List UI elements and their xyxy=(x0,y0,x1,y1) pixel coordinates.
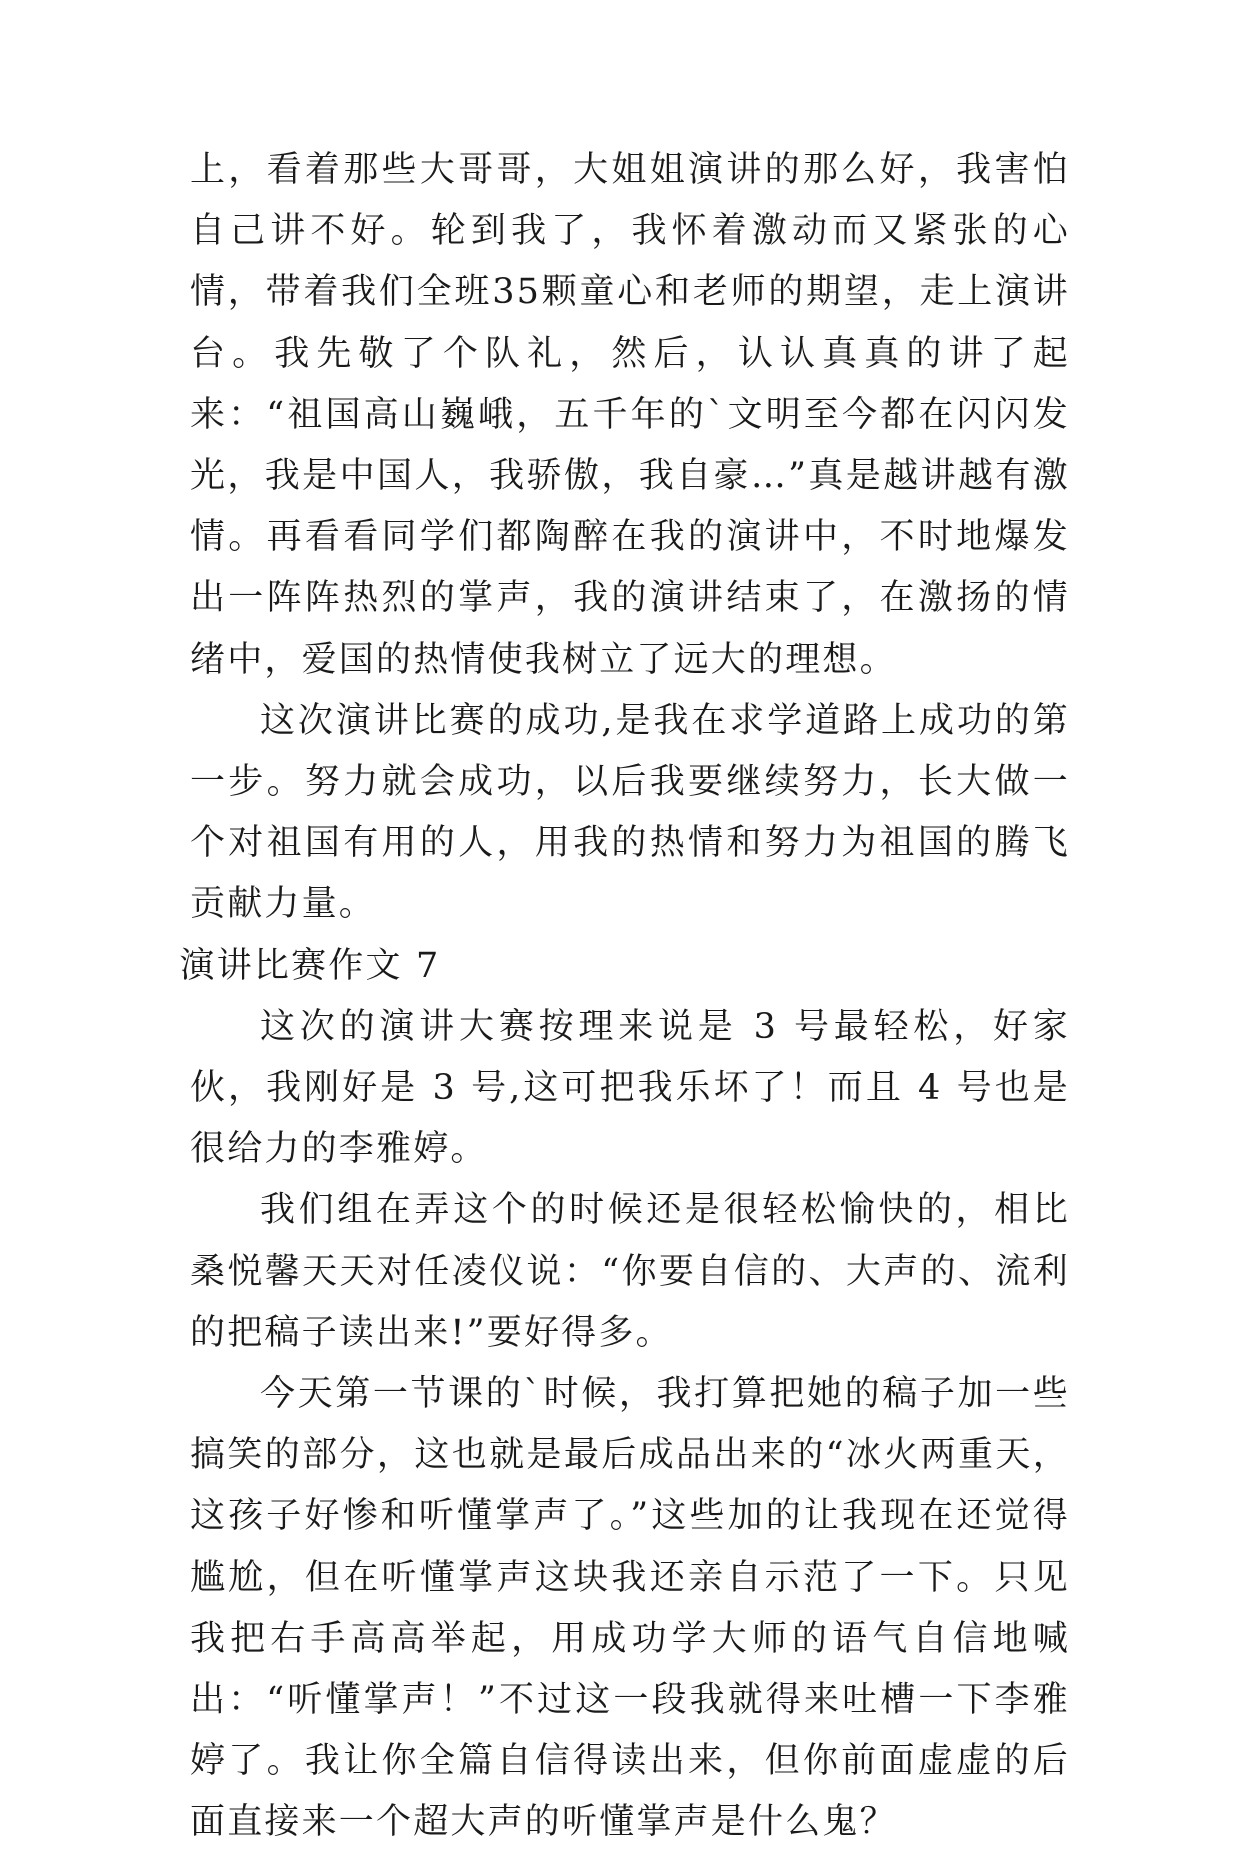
document-body xyxy=(179,140,1070,1854)
section-heading: 演讲比赛作文 7 xyxy=(179,945,441,986)
paragraph-speech-story: 上，看着那些大哥哥，大姐姐演讲的那么好，我害怕自己讲不好。轮到我了，我怀着激动而又紧张的心情，带着我们全班35颗童心和老师的期望，走上演讲台。我先敬了个队礼，然后，认认真真的讲了起来：“祖国高山巍峨，五千年的`文明至今都在闪闪发光，我是中国人，我骄傲，我自豪…”真是越讲越有激情。再看看同学们都陶醉在我的演讲中，不时地爆发出一阵阵热烈的掌声，我的演讲结束了，在激扬的情绪中，爱国的热情使我树立了远大的理想。 xyxy=(190,150,1070,680)
paragraph-first-class: 今天第一节课的`时候，我打算把她的稿子加一些搞笑的部分，这也就是最后成品出来的“冰火两重天，这孩子好惨和听懂掌声了。”这些加的让我现在还觉得尴尬，但在听懂掌声这块我还亲自示范了一下。只见我把右手高高举起，用成功学大师的语气自信地喊出：“听懂掌声！”不过这一段我就得来吐槽一下李雅婷了。我让你全篇自信得读出来，但你前面虚虚的后面直接来一个超大声的听懂掌声是什么鬼？ xyxy=(190,1374,1070,1843)
paragraph-success-reflection: 这次演讲比赛的成功,是我在求学道路上成功的第一步。努力就会成功，以后我要继续努力，长大做一个对祖国有用的人，用我的热情和努力为祖国的腾飞贡献力量。 xyxy=(190,700,1070,925)
paragraph-contest-number: 这次的演讲大赛按理来说是 3 号最轻松，好家伙，我刚好是 3 号,这可把我乐坏了！而且 4 号也是很给力的李雅婷。 xyxy=(190,1006,1070,1170)
paragraph-group-work: 我们组在弄这个的时候还是很轻松愉快的，相比桑悦馨天天对任凌仪说：“你要自信的、大声的、流利的把稿子读出来!”要好得多。 xyxy=(190,1190,1070,1353)
